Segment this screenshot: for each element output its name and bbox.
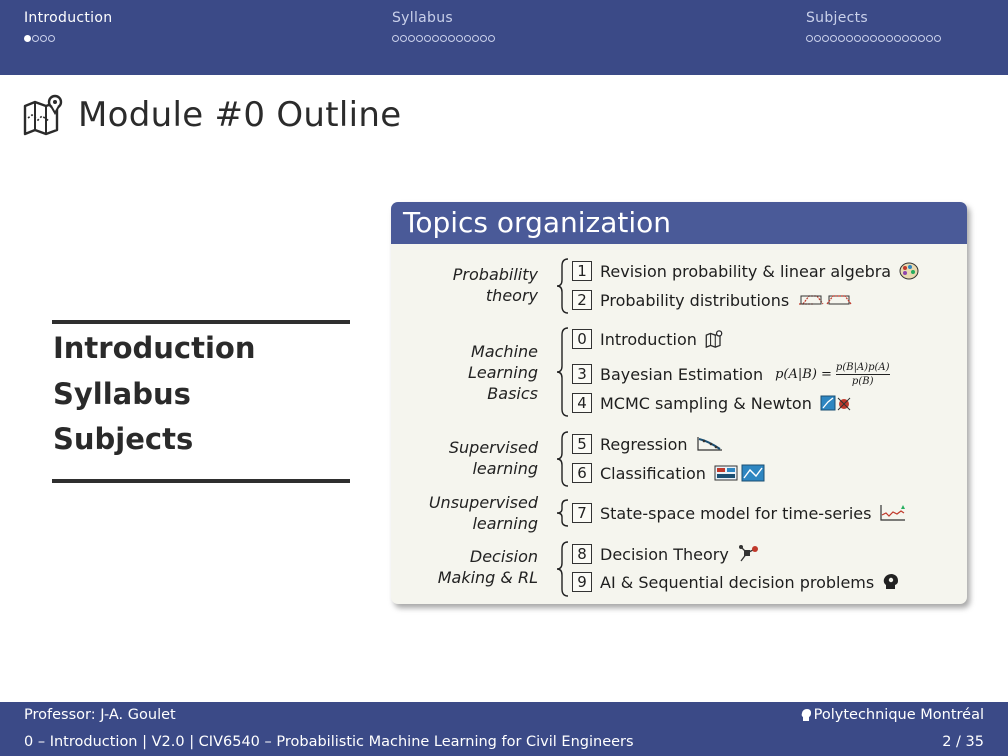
page-number: 2 / 35 — [942, 734, 984, 750]
nav-dot[interactable] — [830, 35, 837, 42]
block-title: Topics organization — [391, 202, 967, 244]
footer — [0, 702, 1008, 756]
topic-row-1 — [572, 260, 919, 282]
nav-dot[interactable] — [488, 35, 495, 42]
nav-dot[interactable] — [400, 35, 407, 42]
topic-number: 2 — [572, 290, 592, 310]
header-navigation — [0, 0, 1008, 75]
nav-section-introduction[interactable] — [24, 10, 112, 40]
nav-dot[interactable] — [416, 35, 423, 42]
topic-number: 5 — [572, 434, 592, 454]
brain-icon — [882, 573, 900, 591]
table-of-contents — [53, 326, 256, 463]
topic-label: Bayesian Estimation — [600, 364, 764, 384]
nav-dot[interactable] — [838, 35, 845, 42]
nav-dot[interactable] — [806, 35, 813, 42]
map-icon — [22, 94, 64, 136]
brace-unsupervised — [556, 499, 570, 527]
group-label-line: learning — [472, 459, 538, 478]
nav-progress-dots — [392, 30, 496, 40]
topic-number: 8 — [572, 544, 592, 564]
nav-dot[interactable] — [934, 35, 941, 42]
nav-dot[interactable] — [480, 35, 487, 42]
timeseries-icon — [879, 503, 907, 523]
topic-number: 4 — [572, 393, 592, 413]
nav-dot[interactable] — [432, 35, 439, 42]
topic-row-2 — [572, 289, 855, 311]
topic-row-0 — [572, 328, 723, 350]
nav-dot[interactable] — [878, 35, 885, 42]
group-label-line: Supervised — [448, 438, 538, 457]
nav-dot[interactable] — [456, 35, 463, 42]
topic-number: 7 — [572, 503, 592, 523]
toc-top-rule — [52, 320, 350, 324]
nav-section-label[interactable]: Subjects — [806, 10, 869, 26]
nav-dot[interactable] — [910, 35, 917, 42]
nav-dot[interactable] — [846, 35, 853, 42]
footer-institution-label: Polytechnique Montréal — [813, 707, 984, 723]
topic-row-4 — [572, 392, 854, 414]
footer-course: 0 – Introduction | V2.0 | CIV6540 – Probabilistic Machine Learning for Civil Engineers — [24, 734, 634, 750]
topic-label: Revision probability & linear algebra — [600, 261, 892, 281]
fraction-bar — [836, 374, 890, 375]
footer-professor: Professor: J-A. Goulet — [24, 707, 176, 723]
topic-label: Regression — [600, 434, 688, 454]
nav-dot[interactable] — [862, 35, 869, 42]
classification-icon — [714, 464, 766, 482]
topic-label: MCMC sampling & Newton — [600, 393, 812, 413]
palette-icon — [899, 262, 919, 280]
toc-item-syllabus[interactable]: Syllabus — [53, 376, 191, 411]
nav-dot[interactable] — [886, 35, 893, 42]
bayes-formula — [775, 362, 889, 387]
toc-item-introduction[interactable]: Introduction — [53, 331, 256, 365]
group-label-ml-basics — [393, 341, 538, 404]
nav-dot[interactable] — [448, 35, 455, 42]
nav-dot[interactable] — [392, 35, 399, 42]
group-label-line: Learning — [467, 363, 538, 382]
nav-progress-dots — [24, 30, 112, 40]
topic-row-3 — [572, 363, 890, 385]
footer-institution — [800, 707, 984, 723]
topic-row-5 — [572, 433, 724, 455]
topic-label: State-space model for time-series — [600, 503, 872, 523]
nav-dot[interactable] — [32, 35, 39, 42]
nav-dot[interactable] — [918, 35, 925, 42]
nav-dot[interactable] — [926, 35, 933, 42]
brace-probability — [556, 258, 570, 314]
topic-number: 0 — [572, 329, 592, 349]
institution-icon — [800, 708, 814, 722]
topic-label: Decision Theory — [600, 544, 729, 564]
group-label-line: Unsupervised — [428, 493, 538, 512]
nav-dot[interactable] — [870, 35, 877, 42]
group-label-line: Probability — [452, 265, 538, 284]
topic-number: 6 — [572, 463, 592, 483]
group-label-line: learning — [472, 514, 538, 533]
topic-label: Classification — [600, 463, 706, 483]
formula-numerator: p(B|A)p(A) — [835, 361, 890, 373]
nav-dot[interactable] — [408, 35, 415, 42]
nav-dot[interactable] — [472, 35, 479, 42]
nav-dot[interactable] — [464, 35, 471, 42]
page-title: Module #0 Outline — [78, 95, 402, 135]
topic-number: 1 — [572, 261, 592, 281]
group-label-line: Machine — [471, 342, 538, 361]
distribution-icon — [797, 292, 855, 308]
regression-icon — [696, 435, 724, 453]
nav-dot[interactable] — [894, 35, 901, 42]
topic-label: Probability distributions — [600, 290, 790, 310]
toc-item-subjects[interactable]: Subjects — [53, 422, 194, 456]
brace-decision — [556, 541, 570, 597]
group-label-line: Making & RL — [437, 568, 538, 587]
mcmc-icon — [820, 394, 854, 412]
topic-row-8 — [572, 543, 759, 565]
map-icon — [705, 330, 723, 348]
nav-section-subjects[interactable] — [806, 10, 942, 40]
nav-section-label[interactable]: Introduction — [24, 10, 113, 26]
toc-bottom-rule — [52, 479, 350, 483]
topic-row-9 — [572, 571, 900, 593]
group-label-line: theory — [485, 286, 538, 305]
nav-section-syllabus[interactable] — [392, 10, 496, 40]
group-label-line: Decision — [469, 547, 538, 566]
nav-section-label[interactable]: Syllabus — [392, 10, 453, 26]
formula-denominator: p(B) — [851, 375, 874, 387]
formula-lhs: p(A|B) = — [775, 366, 832, 382]
topic-row-7 — [572, 502, 907, 524]
nav-dot[interactable] — [440, 35, 447, 42]
topic-row-6 — [572, 462, 766, 484]
brace-ml-basics — [556, 327, 570, 417]
formula-fraction — [836, 362, 890, 387]
group-label-decision — [393, 546, 538, 588]
nav-progress-dots — [806, 30, 942, 40]
decision-icon — [737, 543, 759, 565]
topic-number: 3 — [572, 364, 592, 384]
topic-label: AI & Sequential decision problems — [600, 572, 875, 592]
title-row — [22, 94, 401, 136]
nav-dot[interactable] — [902, 35, 909, 42]
group-label-probability — [393, 264, 538, 306]
nav-dot[interactable] — [24, 35, 31, 42]
nav-dot[interactable] — [40, 35, 47, 42]
topic-label: Introduction — [600, 329, 697, 349]
nav-dot[interactable] — [48, 35, 55, 42]
nav-dot[interactable] — [814, 35, 821, 42]
brace-supervised — [556, 431, 570, 487]
nav-dot[interactable] — [822, 35, 829, 42]
group-label-supervised — [393, 437, 538, 479]
nav-dot[interactable] — [854, 35, 861, 42]
group-label-line: Basics — [487, 384, 538, 403]
group-label-unsupervised — [393, 492, 538, 534]
nav-dot[interactable] — [424, 35, 431, 42]
topic-number: 9 — [572, 572, 592, 592]
